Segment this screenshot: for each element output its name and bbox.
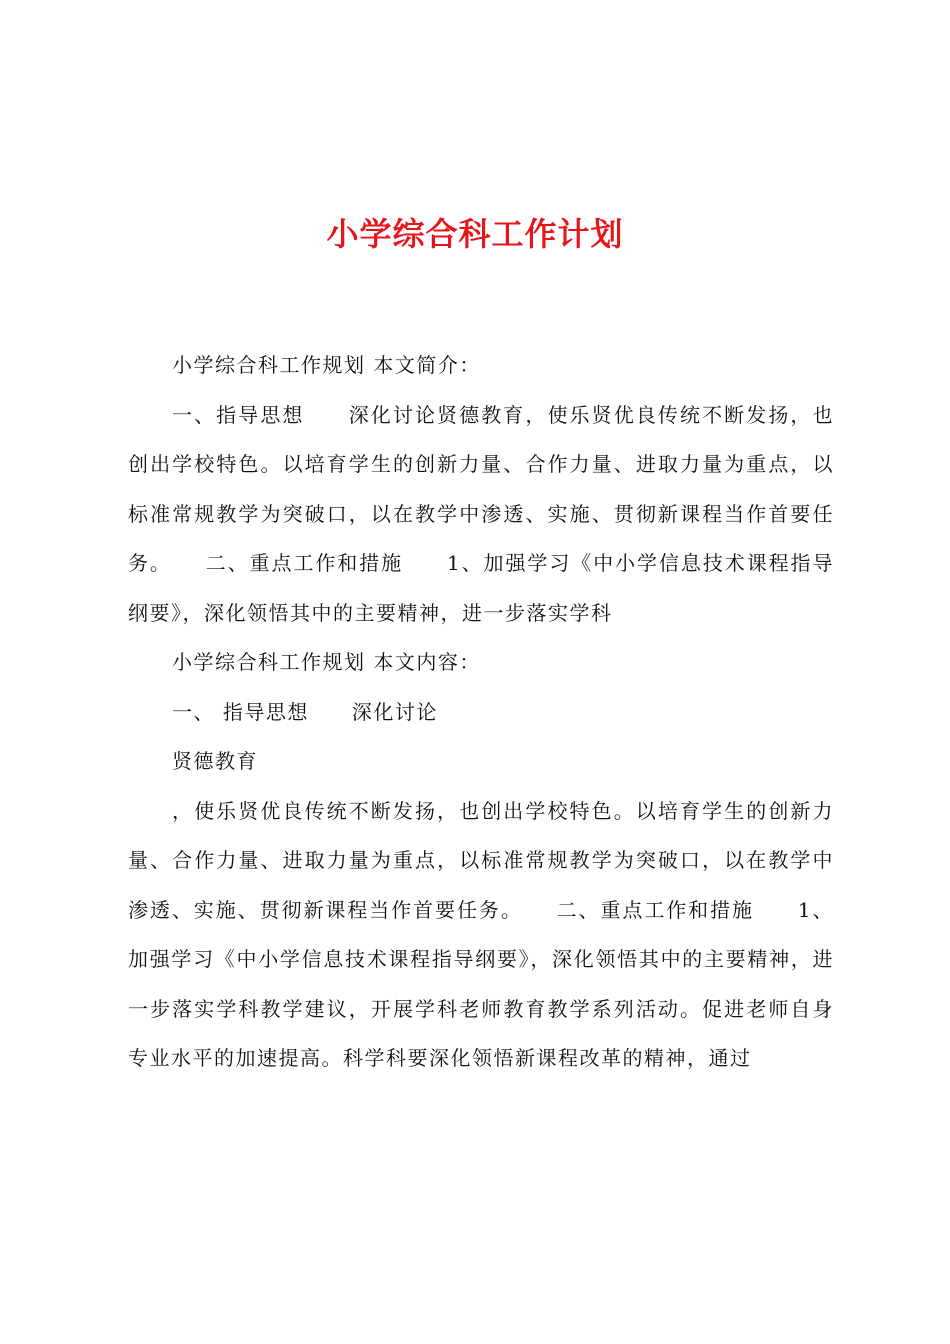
document-body [128, 341, 834, 1084]
content-heading: 小学综合科工作规划 本文内容： [172, 650, 481, 674]
guiding-thought-line: 一、 指导思想 深化讨论 [172, 699, 438, 724]
intro-paragraph: 一、指导思想 深化讨论贤德教育，使乐贤优良传统不断发扬，也创出学校特色。以培育学生的创新力量、合作力量、进取力量为重点，以标准常规教学为突破口，以在教学中渗透、实施、贯彻新课程当作首要任务。 二、重点工作和措施 1、加强学习《中小学信息技术课程指导纲要》，深化领悟其中的主要精神，进一步落实学科 [128, 402, 834, 625]
content-paragraph: ，使乐贤优良传统不断发扬，也创出学校特色。以培育学生的创新力量、合作力量、进取力量为重点，以标准常规教学为突破口，以在教学中渗透、实施、贯彻新课程当作首要任务。 二、重点工作和措施 1、加强学习《中小学信息技术课程指导纲要》，深化领悟其中的主要精神，进一步落实学科教学建议，开展学科老师教育教学系列活动。促进老师自身专业水平的加速提高。科学科要深化领悟新课程改革的精神，通过 [128, 798, 834, 1070]
intro-heading: 小学综合科工作规划 本文简介： [172, 353, 481, 377]
virtue-education-line: 贤德教育 [172, 749, 258, 773]
document-title: 小学综合科工作计划 [326, 215, 624, 253]
